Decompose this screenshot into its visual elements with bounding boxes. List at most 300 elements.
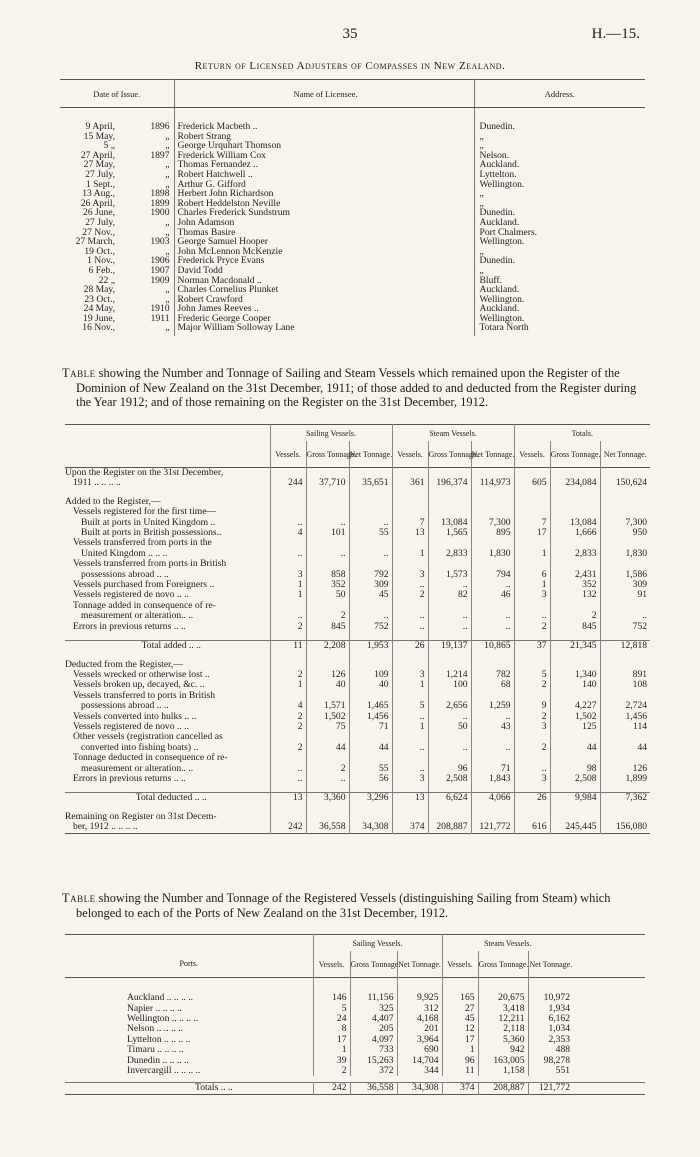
t2-cell: 7,362	[600, 793, 650, 804]
issue-year: „	[117, 285, 174, 295]
issue-day: 16 Nov.,	[82, 322, 115, 334]
t2-cell: 91	[600, 590, 650, 600]
t2-cell: 40	[349, 680, 392, 690]
t2-row-label: Tonnage deducted in consequence of re-	[73, 752, 228, 764]
t3-cell: 1	[442, 1045, 478, 1055]
t2-cell: 2,508	[550, 774, 600, 784]
t2-row	[65, 641, 650, 652]
licensee-address: „	[479, 188, 484, 200]
t2-cell: 1	[270, 590, 306, 600]
t3-cell: 1	[313, 1045, 350, 1055]
t2-cell	[471, 497, 514, 507]
issue-day: 5 „	[103, 140, 115, 152]
t2-cell: ..	[270, 774, 306, 784]
licensee-row	[60, 228, 645, 238]
licensee-name: George Urquhart Thomson	[174, 141, 474, 151]
t2-cell: ..	[471, 580, 514, 590]
licensee-row	[60, 180, 645, 190]
licensee-name: Thomas Fernandez ..	[174, 160, 474, 170]
t2-cell: 3	[514, 774, 550, 784]
licensee-address: „	[479, 140, 484, 152]
t2-cell: 35,651	[349, 478, 392, 488]
t2-row-label: Other vessels (registration cancelled as	[73, 731, 223, 743]
t2-cell: 2	[306, 611, 349, 621]
licensee-row	[60, 218, 645, 228]
t2-cell: 9	[514, 701, 550, 711]
t2-cell: 2	[514, 680, 550, 690]
t2-cell	[392, 652, 428, 660]
t2-subhead: Net Tonnage.	[349, 441, 392, 468]
t2-cell: 234,084	[550, 478, 600, 488]
licensee-address: Wellington.	[479, 312, 525, 324]
t3-cell: 9,925	[397, 978, 442, 1004]
issue-day: 9 April,	[85, 121, 115, 132]
t2-cell: 44	[600, 743, 650, 753]
t2-cell	[514, 497, 550, 507]
port-name: Lyttelton .. .. .. ..	[127, 1033, 191, 1045]
t3-cell: 4,168	[397, 1014, 442, 1024]
t2-cell: 1	[514, 549, 550, 559]
issue-day: 15 May,	[83, 130, 115, 142]
licensee-name: John James Reeves ..	[174, 304, 474, 314]
t3-total-cell: 242	[313, 1083, 350, 1094]
licensee-name: Robert Heddelston Neville	[174, 199, 474, 209]
t3-cell: 39	[313, 1056, 350, 1066]
t2-group-sailing: Sailing Vessels.	[270, 425, 392, 442]
licensee-address: „	[479, 245, 484, 257]
t3-cell: 10,972	[528, 978, 573, 1004]
t2-cell	[600, 753, 650, 763]
t2-row-label: Vessels wrecked or otherwise lost ..	[73, 668, 210, 680]
t2-cell: 858	[306, 570, 349, 580]
t2-group-totals: Totals.	[514, 425, 650, 442]
t2-cell: 2	[392, 590, 428, 600]
issue-day: 27 Nov.,	[82, 226, 115, 238]
t2-cell: 845	[306, 622, 349, 632]
t3-cell: 312	[397, 1004, 442, 1014]
licensee-row	[60, 151, 645, 161]
t2-row-label: Vessels registered de novo .. ..	[73, 589, 189, 601]
t2-cell	[600, 489, 650, 497]
t2-cell: 68	[471, 680, 514, 690]
licensee-row	[60, 108, 645, 132]
t2-cell: 101	[306, 528, 349, 538]
t2-row-label: Vessels purchased from Foreigners ..	[73, 579, 215, 591]
licensee-name: David Todd	[174, 266, 474, 276]
table3-caption-text: showing the Number and Tonnage of the Registered Vessels (distinguishing Sailing from Steam) which belonged to each of the Ports of New Zealand on the 31st December, 1912.	[76, 891, 611, 920]
t2-cell	[349, 804, 392, 812]
t2-cell: 1,830	[600, 549, 650, 559]
t3-subhead: Gross Tonnage.	[478, 951, 528, 978]
t2-cell: 34,308	[349, 822, 392, 833]
t2-row	[65, 774, 650, 784]
t3-right-pad	[573, 1035, 645, 1045]
t2-cell: 109	[349, 670, 392, 680]
port-name: Wellington .. .. .. ..	[127, 1012, 199, 1024]
t3-total-cell: 34,308	[397, 1083, 442, 1094]
t2-cell: 895	[471, 528, 514, 538]
t2-cell	[550, 652, 600, 660]
t3-subhead: Net Tonnage.	[397, 951, 442, 978]
issue-year: „	[117, 180, 174, 190]
t2-row	[65, 822, 650, 833]
t3-cell: 1,034	[528, 1024, 573, 1034]
t3-cell: 2,353	[528, 1035, 573, 1045]
t2-cell: 1	[514, 580, 550, 590]
t2-subhead: Gross Tonnage.	[550, 441, 600, 468]
t2-cell	[471, 489, 514, 497]
t2-cell	[514, 753, 550, 763]
t3-right-pad	[573, 1083, 645, 1094]
t2-cell: 71	[349, 722, 392, 732]
licensee-address: Auckland.	[479, 159, 520, 171]
t2-cell	[428, 497, 471, 507]
t2-cell	[550, 497, 600, 507]
t3-cell: 344	[397, 1066, 442, 1076]
t2-cell: 2,431	[550, 570, 600, 580]
issue-year: „	[117, 323, 174, 336]
t2-row-label: Vessels converted into hulks .. ..	[73, 710, 197, 722]
t3-cell: 96	[442, 1056, 478, 1066]
t3-cell: 733	[350, 1045, 397, 1055]
t2-cell: 2	[306, 764, 349, 774]
issue-year: 1899	[117, 199, 174, 209]
t2-cell: ..	[306, 518, 349, 528]
t2-cell: 1,899	[600, 774, 650, 784]
t3-cell: 24	[313, 1014, 350, 1024]
licensee-address: Lyttelton.	[479, 168, 517, 180]
licensee-address: Wellington.	[479, 178, 525, 190]
t2-cell: 1,666	[550, 528, 600, 538]
t2-cell	[270, 652, 306, 660]
issue-day: 26 June,	[83, 207, 115, 219]
t3-cell: 17	[442, 1035, 478, 1045]
t3-cell: 2	[313, 1066, 350, 1076]
t2-cell: 43	[471, 722, 514, 732]
t3-cell: 5	[313, 1004, 350, 1014]
t2-cell: ..	[392, 622, 428, 632]
t2-cell: 125	[550, 722, 600, 732]
port-name: Nelson .. .. .. ..	[127, 1023, 183, 1035]
licensee-row	[60, 160, 645, 170]
t2-row-label: Vessels transferred from ports in the	[73, 537, 212, 549]
t2-cell: 1,502	[306, 712, 349, 722]
t2-cell	[349, 753, 392, 763]
t2-cell: 752	[349, 622, 392, 632]
t2-cell: 2	[514, 743, 550, 753]
t2-cell: 891	[600, 670, 650, 680]
licensee-address: Totara North	[479, 322, 529, 334]
t2-cell: 1,259	[471, 701, 514, 711]
t2-cell: 2	[270, 712, 306, 722]
t2-cell: ..	[270, 764, 306, 774]
t2-cell: 1	[392, 549, 428, 559]
issue-year: „	[117, 247, 174, 257]
t2-cell: 4	[270, 528, 306, 538]
t2-cell: 4,066	[471, 793, 514, 804]
t2-row-label: Errors in previous returns .. ..	[73, 772, 186, 784]
t2-cell: ..	[392, 580, 428, 590]
t2-cell	[600, 804, 650, 812]
issue-day: 26 April,	[80, 197, 115, 209]
t2-cell: 13	[392, 793, 428, 804]
t3-cell: 98,278	[528, 1056, 573, 1066]
issue-year: „	[117, 132, 174, 142]
t2-cell	[270, 489, 306, 497]
licensee-row	[60, 304, 645, 314]
t2-cell: ..	[349, 611, 392, 621]
t3-cell: 5,360	[478, 1035, 528, 1045]
t2-cell: 845	[550, 622, 600, 632]
t3-cell: 1,158	[478, 1066, 528, 1076]
issue-day: 24 May,	[83, 303, 115, 315]
t2-cell: 7	[514, 518, 550, 528]
t3-cell: 551	[528, 1066, 573, 1076]
port-name: Auckland .. .. .. ..	[127, 992, 194, 1004]
t2-cell: 208,887	[428, 822, 471, 833]
t2-cell: 44	[349, 743, 392, 753]
licensee-table	[60, 79, 645, 336]
t2-cell: 2,724	[600, 701, 650, 711]
licensee-row	[60, 285, 645, 295]
licensee-name: Charles Cornelius Plunket	[174, 285, 474, 295]
issue-year: 1898	[117, 189, 174, 199]
t3-cell: 27	[442, 1004, 478, 1014]
t3-cell: 3,964	[397, 1035, 442, 1045]
t2-cell: 1,565	[428, 528, 471, 538]
licensee-name: Robert Strang	[174, 132, 474, 142]
t2-row-label: Upon the Register on the 31st December,	[65, 467, 224, 478]
t2-cell: 12,818	[600, 641, 650, 652]
t2-cell: ..	[428, 611, 471, 621]
issue-year: 1910	[117, 304, 174, 314]
issue-day: 1 Nov.,	[87, 255, 115, 267]
t2-cell: ..	[428, 712, 471, 722]
t2-cell: 96	[428, 764, 471, 774]
t2-cell: 2	[270, 670, 306, 680]
t2-cell: 2	[270, 622, 306, 632]
t2-cell: 361	[392, 478, 428, 488]
t2-cell: ..	[428, 580, 471, 590]
t3-group-steam: Steam Vessels.	[442, 935, 573, 952]
t3-totals-row	[65, 1083, 645, 1094]
licensee-address: Nelson.	[479, 149, 510, 161]
t2-cell	[428, 804, 471, 812]
t2-cell: 5	[392, 701, 428, 711]
t2-row-label: measurement or alteration.. ..	[81, 762, 194, 774]
t3-cell: 12,211	[478, 1014, 528, 1024]
t3-subhead: Vessels.	[442, 951, 478, 978]
t2-cell: 1,571	[306, 701, 349, 711]
t2-row	[65, 622, 650, 632]
issue-day: 22 „	[98, 274, 115, 286]
t3-right-pad	[573, 1056, 645, 1066]
ports-table	[65, 934, 645, 1095]
t2-cell: 150,624	[600, 478, 650, 488]
t2-cell: 244	[270, 478, 306, 488]
licensee-row	[60, 276, 645, 286]
t3-cell: 163,005	[478, 1056, 528, 1066]
t2-cell: 19,137	[428, 641, 471, 652]
return-title: Return of Licensed Adjusters of Compasses in New Zealand.	[194, 60, 506, 72]
t2-cell	[392, 753, 428, 763]
t2-stub-head	[65, 425, 270, 468]
licensee-name: Frederick Macbeth ..	[174, 108, 474, 132]
licensee-address: Dunedin.	[479, 255, 515, 267]
licensee-name: George Samuel Hooper	[174, 237, 474, 247]
t2-cell: ..	[270, 518, 306, 528]
t3-right-blank	[573, 935, 645, 978]
t3-cell: 2,118	[478, 1024, 528, 1034]
t2-cell: ..	[392, 743, 428, 753]
t2-cell: 2,208	[306, 641, 349, 652]
t3-total-cell: 208,887	[478, 1083, 528, 1094]
t3-cell: 942	[478, 1045, 528, 1055]
t2-row-label: Vessels transferred to ports in British	[73, 689, 216, 701]
t2-cell: ..	[270, 611, 306, 621]
issue-year: „	[117, 160, 174, 170]
t2-cell	[514, 652, 550, 660]
issue-day: 23 Oct.,	[84, 293, 115, 305]
licensee-name: John Adamson	[174, 218, 474, 228]
t2-cell: ..	[392, 712, 428, 722]
licensee-name: Herbert John Richardson	[174, 189, 474, 199]
t2-row-label: Added to the Register,—	[65, 495, 161, 507]
t2-cell: 1,214	[428, 670, 471, 680]
table2-caption-text: showing the Number and Tonnage of Sailing and Steam Vessels which remained upon the Register of the Dominion of New Zealand on the 31st December, 1911; of those added to and deducted from the Register during the Year 1912; and of those remaining on the Register on the 31st December, 1912.	[76, 366, 637, 410]
t2-cell: 7,300	[471, 518, 514, 528]
issue-year: „	[117, 218, 174, 228]
issue-year: 1900	[117, 208, 174, 218]
licensee-row	[60, 256, 645, 266]
t2-cell: 37	[514, 641, 550, 652]
t2-cell: 605	[514, 478, 550, 488]
t3-cell: 4,097	[350, 1035, 397, 1045]
t2-row-label: measurement or alteration.. ..	[81, 610, 194, 622]
t3-cell: 14,704	[397, 1056, 442, 1066]
t3-cell: 690	[397, 1045, 442, 1055]
t2-cell: 50	[306, 590, 349, 600]
licensee-row	[60, 266, 645, 276]
t3-right-pad	[573, 1024, 645, 1034]
t2-row-label: possessions abroad .. ..	[81, 568, 169, 580]
licensee-name: Frederick Pryce Evans	[174, 256, 474, 266]
licensee-row	[60, 323, 645, 336]
t2-cell: 2	[514, 712, 550, 722]
t2-row	[65, 812, 650, 822]
t2-cell	[270, 804, 306, 812]
licensee-name: Frederick William Cox	[174, 151, 474, 161]
header-date: Date of Issue.	[60, 80, 174, 108]
t2-cell	[428, 652, 471, 660]
t3-cell: 12	[442, 1024, 478, 1034]
t3-cell: 488	[528, 1045, 573, 1055]
licensee-row	[60, 199, 645, 209]
t2-cell: 245,445	[550, 822, 600, 833]
t2-cell: 46	[471, 590, 514, 600]
t2-cell: 17	[514, 528, 550, 538]
issue-day: 13 Aug.,	[82, 188, 115, 200]
t2-cell: 3	[392, 570, 428, 580]
t2-group-steam: Steam Vessels.	[392, 425, 514, 442]
t2-cell: 2,833	[550, 549, 600, 559]
t3-total-cell: 36,558	[350, 1083, 397, 1094]
header-address: Address.	[474, 80, 645, 108]
table2-caption-lead: Table	[62, 366, 96, 380]
licensee-address: „	[479, 197, 484, 209]
t2-cell: 13	[392, 528, 428, 538]
issue-day: 1 Sept.,	[85, 178, 115, 190]
t2-cell: 4,227	[550, 701, 600, 711]
t2-row-label: converted into fishing boats) ..	[81, 741, 199, 753]
t2-cell: 616	[514, 822, 550, 833]
t2-cell: 1,573	[428, 570, 471, 580]
t2-cell: 114	[600, 722, 650, 732]
t2-cell: 10,865	[471, 641, 514, 652]
t3-subhead: Vessels.	[313, 951, 350, 978]
t2-row	[65, 793, 650, 804]
licensee-row	[60, 170, 645, 180]
t3-cell: 15,263	[350, 1056, 397, 1066]
licensee-address: Wellington.	[479, 293, 525, 305]
t2-row-label: Vessels registered de novo .. ..	[73, 720, 189, 732]
licensee-address: Wellington.	[479, 236, 525, 248]
t2-cell: 13,084	[550, 518, 600, 528]
port-name: Timaru .. .. .. ..	[127, 1044, 184, 1056]
t2-cell: 13	[270, 793, 306, 804]
t3-cell: 11,156	[350, 978, 397, 1004]
t2-row-label: Tonnage added in consequence of re-	[73, 599, 216, 611]
t2-cell	[550, 489, 600, 497]
t3-cell: 146	[313, 978, 350, 1004]
t2-cell: 1	[270, 580, 306, 590]
issue-day: 27 March,	[75, 236, 115, 248]
t2-cell: 3	[514, 722, 550, 732]
t2-cell	[428, 753, 471, 763]
t2-cell: 1,830	[471, 549, 514, 559]
t3-right-pad	[573, 1045, 645, 1055]
t2-cell: 44	[306, 743, 349, 753]
t3-cell: 1,934	[528, 1004, 573, 1014]
t3-right-pad	[573, 1066, 645, 1076]
t2-cell	[270, 753, 306, 763]
licensee-row	[60, 141, 645, 151]
t2-subhead: Vessels.	[270, 441, 306, 468]
t2-cell: 1,465	[349, 701, 392, 711]
t2-cell: 26	[392, 641, 428, 652]
licensee-row	[60, 208, 645, 218]
issue-day: 27 May,	[83, 159, 115, 171]
t2-cell: 2	[550, 611, 600, 621]
licensee-address: Port Chalmers.	[479, 226, 538, 238]
t2-cell: 309	[349, 580, 392, 590]
t2-cell	[428, 489, 471, 497]
licensee-row	[60, 132, 645, 142]
t2-cell: 132	[550, 590, 600, 600]
t3-cell: 4,407	[350, 1014, 397, 1024]
t2-subhead: Vessels.	[514, 441, 550, 468]
t2-cell: 2,508	[428, 774, 471, 784]
t2-cell: 7	[392, 518, 428, 528]
t3-cell: 45	[442, 1014, 478, 1024]
issue-year: „	[117, 170, 174, 180]
t2-cell	[349, 652, 392, 660]
t2-cell: ..	[471, 743, 514, 753]
t3-cell: 201	[397, 1024, 442, 1034]
t2-cell: 782	[471, 670, 514, 680]
t2-cell	[270, 497, 306, 507]
t3-totals-label: Totals .. ..	[195, 1082, 233, 1094]
